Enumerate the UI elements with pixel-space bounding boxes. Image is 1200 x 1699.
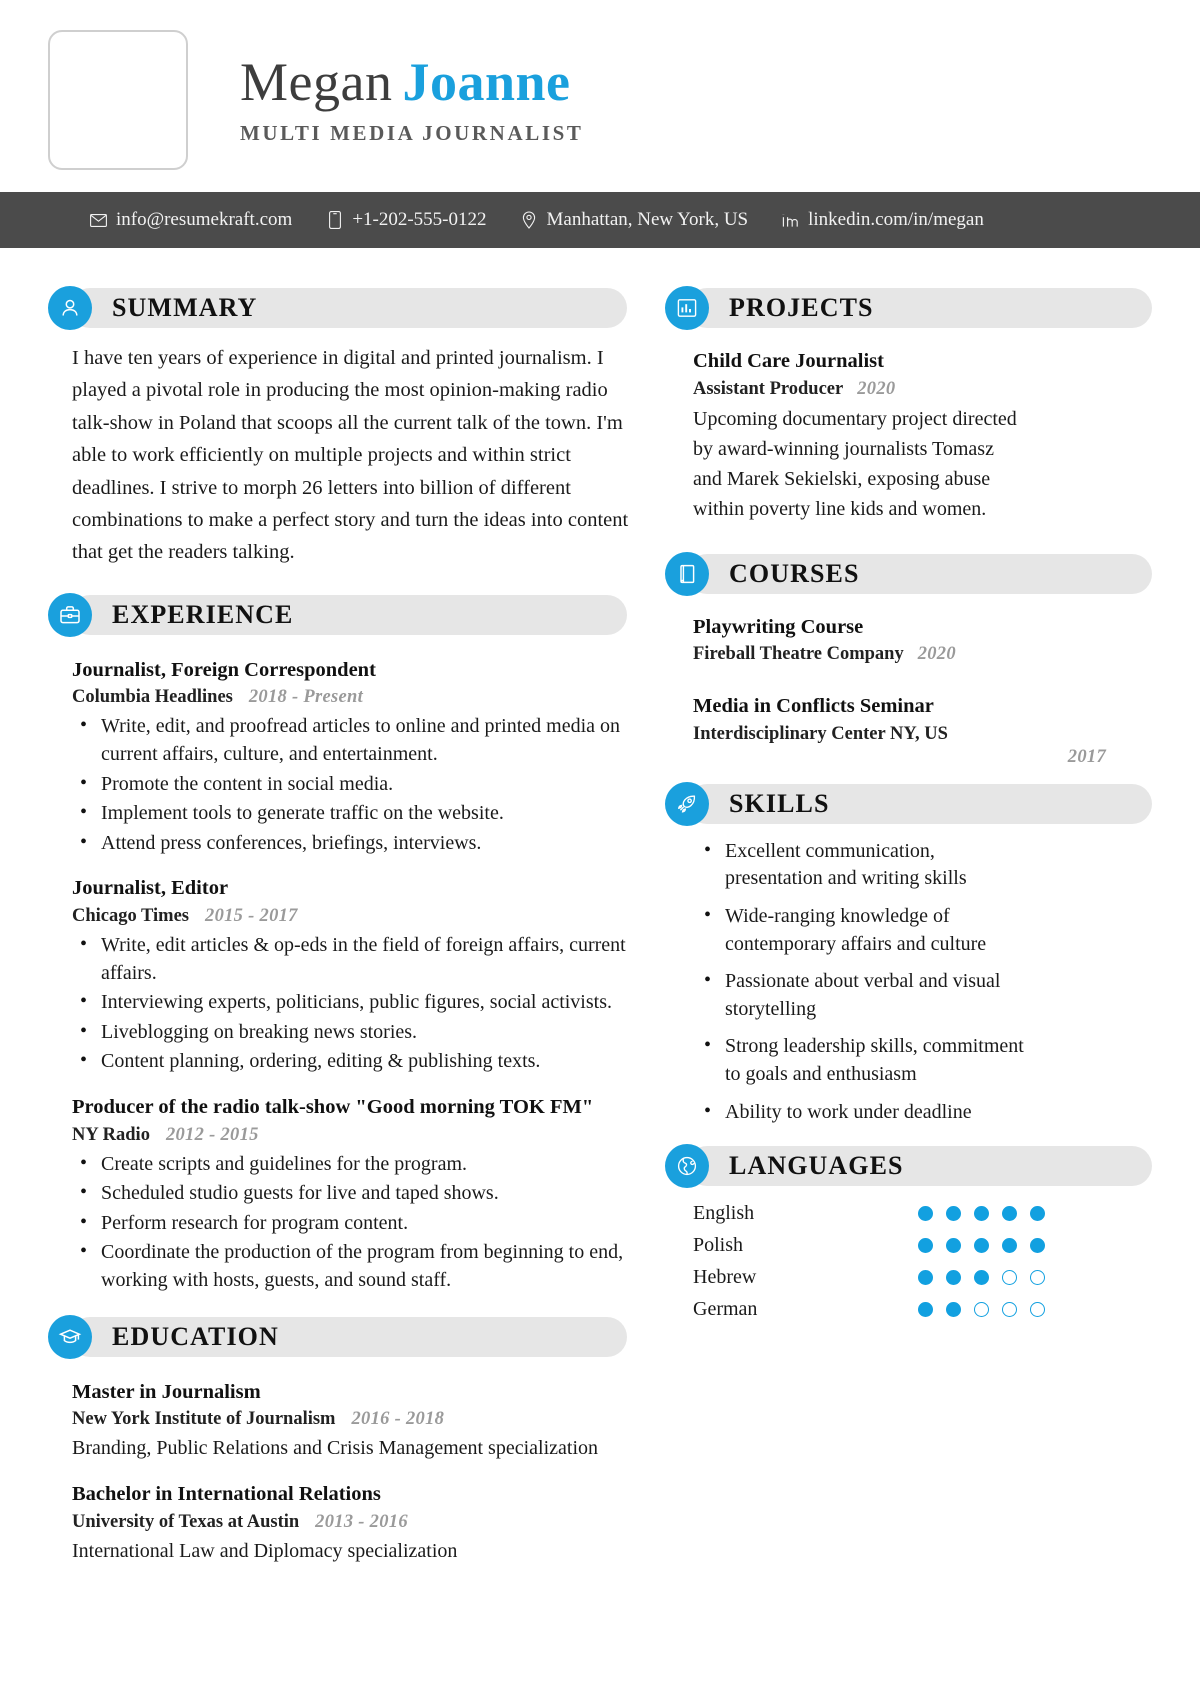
list-item: • Liveblogging on breaking news stories.: [72, 1019, 627, 1047]
experience-dates: 2015 - 2017: [205, 905, 298, 926]
section-title-summary: SUMMARY: [112, 293, 258, 322]
course-title: Playwriting Course: [693, 615, 864, 638]
project-role-name: Assistant Producer: [693, 378, 844, 399]
language-row: [693, 1234, 1045, 1257]
contact-phone-text: +1-202-555-0122: [352, 209, 487, 230]
rating-dot-filled: [974, 1206, 989, 1221]
left-column: [0, 270, 655, 1566]
first-name: Megan: [240, 52, 393, 113]
list-item: • Coordinate the production of the program from beginning to end, working with hosts, guests, and sound staff.: [72, 1239, 627, 1294]
graduation-cap-icon: [48, 1315, 92, 1359]
chart-icon: [665, 286, 709, 330]
linkedin-icon: [782, 211, 799, 230]
education-school: [72, 1510, 627, 1534]
project-dates: 2020: [857, 378, 896, 399]
experience-company: [72, 904, 627, 928]
experience-entry: [72, 875, 627, 1076]
language-name: German: [693, 1298, 758, 1321]
location-icon: [521, 211, 538, 230]
section-header-courses: [665, 550, 1152, 598]
rating-dot-filled: [974, 1270, 989, 1285]
experience-role: Journalist, Foreign Correspondent: [72, 658, 376, 681]
education-degree: Bachelor in International Relations: [72, 1483, 381, 1506]
contact-phone[interactable]: [326, 209, 486, 231]
contact-email-text: info@resumekraft.com: [116, 209, 293, 230]
contact-linkedin-text: linkedin.com/in/megan: [808, 209, 984, 230]
rating-dot-filled: [918, 1302, 933, 1317]
list-item: • Ability to work under deadline: [699, 1099, 1029, 1127]
experience-bullets: [72, 1151, 627, 1295]
contact-location[interactable]: [521, 209, 749, 231]
list-item: • Strong leadership skills, commitment to goals and enthusiasm: [699, 1033, 1029, 1088]
rocket-icon: [665, 782, 709, 826]
languages-list: [693, 1202, 1045, 1321]
course-provider-name: Interdisciplinary Center NY, US: [693, 723, 948, 744]
language-name: Polish: [693, 1234, 744, 1257]
person-icon: [48, 286, 92, 330]
resume-header: [0, 0, 1200, 192]
section-title-projects: PROJECTS: [729, 293, 874, 322]
education-degree: Master in Journalism: [72, 1380, 261, 1403]
experience-entry: [72, 657, 627, 858]
course-title: Media in Conflicts Seminar: [693, 695, 934, 718]
project-entry: [693, 348, 1152, 524]
course-provider: [693, 722, 1152, 747]
section-header-summary: [48, 284, 627, 332]
rating-dot-empty: [1030, 1270, 1045, 1285]
list-item: • Interviewing experts, politicians, public figures, social activists.: [72, 989, 627, 1017]
rating-dot-filled: [1030, 1206, 1045, 1221]
section-header-languages: [665, 1142, 1152, 1190]
course-dates: 2020: [917, 644, 956, 665]
education-entry: [72, 1481, 627, 1566]
course-dates: 2017: [1067, 746, 1106, 767]
education-entry: [72, 1379, 627, 1464]
language-level-dots: [918, 1238, 1045, 1253]
experience-role: Journalist, Editor: [72, 877, 229, 900]
section-title-languages: LANGUAGES: [729, 1151, 904, 1181]
education-school: [72, 1407, 627, 1431]
summary-text: I have ten years of experience in digital and printed journalism. I played a pivotal role in producing the most opinion-making radio talk-show in Poland that scoops all the current talk of the town. I'm able to work efficiently on multiple projects and within strict deadlines. I strive to morph 26 letters into billion of different combinations to make a perfect story and turn the ideas into content that get the readers talking.: [72, 347, 629, 564]
page-title: [240, 54, 583, 111]
section-title-courses: COURSES: [729, 558, 860, 588]
list-item: • Promote the content in social media.: [72, 771, 627, 799]
list-item: • Content planning, ordering, editing & publishing texts.: [72, 1048, 627, 1076]
section-title-experience: EXPERIENCE: [112, 599, 294, 629]
rating-dot-empty: [1002, 1270, 1017, 1285]
list-item: • Implement tools to generate traffic on the website.: [72, 800, 627, 828]
section-title-education: EDUCATION: [112, 1321, 279, 1351]
list-item: • Write, edit, and proofread articles to online and printed media on current affairs, culture, and entertainment.: [72, 713, 627, 768]
rating-dot-filled: [946, 1270, 961, 1285]
course-dates-row: [693, 747, 1152, 768]
experience-company: [72, 1123, 627, 1147]
photo-placeholder: [48, 30, 188, 170]
project-desc: Upcoming documentary project directed by award-winning journalists Tomasz and Marek Sekielski, exposing abuse within poverty line kids and women.: [693, 407, 1017, 520]
rating-dot-empty: [974, 1302, 989, 1317]
education-dates: 2016 - 2018: [351, 1409, 445, 1430]
skills-list: [699, 838, 1029, 1126]
phone-icon: [326, 211, 343, 230]
rating-dot-filled: [918, 1238, 933, 1253]
experience-dates: 2012 - 2015: [165, 1124, 259, 1145]
rating-dot-filled: [946, 1206, 961, 1221]
experience-entry: [72, 1094, 627, 1295]
list-item: • Perform research for program content.: [72, 1210, 627, 1238]
experience-company-name: Chicago Times: [72, 905, 190, 926]
section-header-projects: [665, 284, 1152, 332]
resume-body: [0, 248, 1200, 1566]
language-level-dots: [918, 1270, 1045, 1285]
last-name: Joanne: [402, 52, 571, 113]
list-item: • Wide-ranging knowledge of contemporary affairs and culture: [699, 903, 1029, 958]
section-header-experience: [48, 591, 627, 639]
section-header-education: [48, 1313, 627, 1361]
language-level-dots: [918, 1302, 1045, 1317]
experience-bullets: [72, 713, 627, 857]
rating-dot-filled: [918, 1270, 933, 1285]
section-header-skills: [665, 780, 1152, 828]
rating-dot-filled: [1030, 1238, 1045, 1253]
email-icon: [90, 211, 107, 230]
list-item: • Scheduled studio guests for live and taped shows.: [72, 1180, 627, 1208]
experience-dates: 2018 - Present: [248, 687, 364, 708]
rating-dot-filled: [946, 1238, 961, 1253]
experience-company: [72, 685, 627, 709]
rating-dot-empty: [1002, 1302, 1017, 1317]
list-item: • Create scripts and guidelines for the program.: [72, 1151, 627, 1179]
education-school-name: New York Institute of Journalism: [72, 1409, 336, 1430]
list-item: • Excellent communication, presentation and writing skills: [699, 838, 1029, 893]
education-desc: International Law and Diplomacy specialization: [72, 1539, 458, 1562]
rating-dot-filled: [974, 1238, 989, 1253]
right-column: [655, 270, 1200, 1566]
briefcase-icon: [48, 593, 92, 637]
language-row: [693, 1266, 1045, 1289]
rating-dot-filled: [918, 1206, 933, 1221]
rating-dot-filled: [1002, 1238, 1017, 1253]
experience-company-name: Columbia Headlines: [72, 687, 233, 708]
section-title-skills: SKILLS: [729, 788, 830, 818]
book-icon: [665, 552, 709, 596]
project-role: [693, 377, 1152, 402]
language-name: Hebrew: [693, 1266, 757, 1289]
course-entry: [693, 614, 1152, 668]
education-school-name: University of Texas at Austin: [72, 1511, 300, 1532]
list-item: • Attend press conferences, briefings, interviews.: [72, 830, 627, 858]
rating-dot-empty: [1030, 1302, 1045, 1317]
language-name: English: [693, 1202, 755, 1225]
globe-icon: [665, 1144, 709, 1188]
rating-dot-filled: [1002, 1206, 1017, 1221]
name-block: [240, 54, 583, 146]
course-provider: [693, 642, 1152, 667]
course-provider-name: Fireball Theatre Company: [693, 644, 904, 665]
contact-linkedin[interactable]: [782, 209, 984, 231]
education-dates: 2013 - 2016: [315, 1511, 408, 1532]
language-level-dots: [918, 1206, 1045, 1221]
language-row: [693, 1202, 1045, 1225]
list-item: • Write, edit articles & op-eds in the field of foreign affairs, current affairs.: [72, 932, 627, 987]
contact-location-text: Manhattan, New York, US: [546, 209, 749, 230]
course-entry: [693, 693, 1152, 768]
experience-role: Producer of the radio talk-show "Good morning TOK FM": [72, 1095, 594, 1118]
experience-company-name: NY Radio: [72, 1124, 150, 1145]
experience-bullets: [72, 932, 627, 1076]
education-desc: Branding, Public Relations and Crisis Management specialization: [72, 1437, 599, 1460]
language-row: [693, 1298, 1045, 1321]
list-item: • Passionate about verbal and visual storytelling: [699, 968, 1029, 1023]
project-title: Child Care Journalist: [693, 350, 884, 372]
job-title: MULTI MEDIA JOURNALIST: [240, 120, 584, 145]
contact-email[interactable]: [90, 209, 292, 231]
contact-bar: [0, 192, 1200, 248]
rating-dot-filled: [946, 1302, 961, 1317]
